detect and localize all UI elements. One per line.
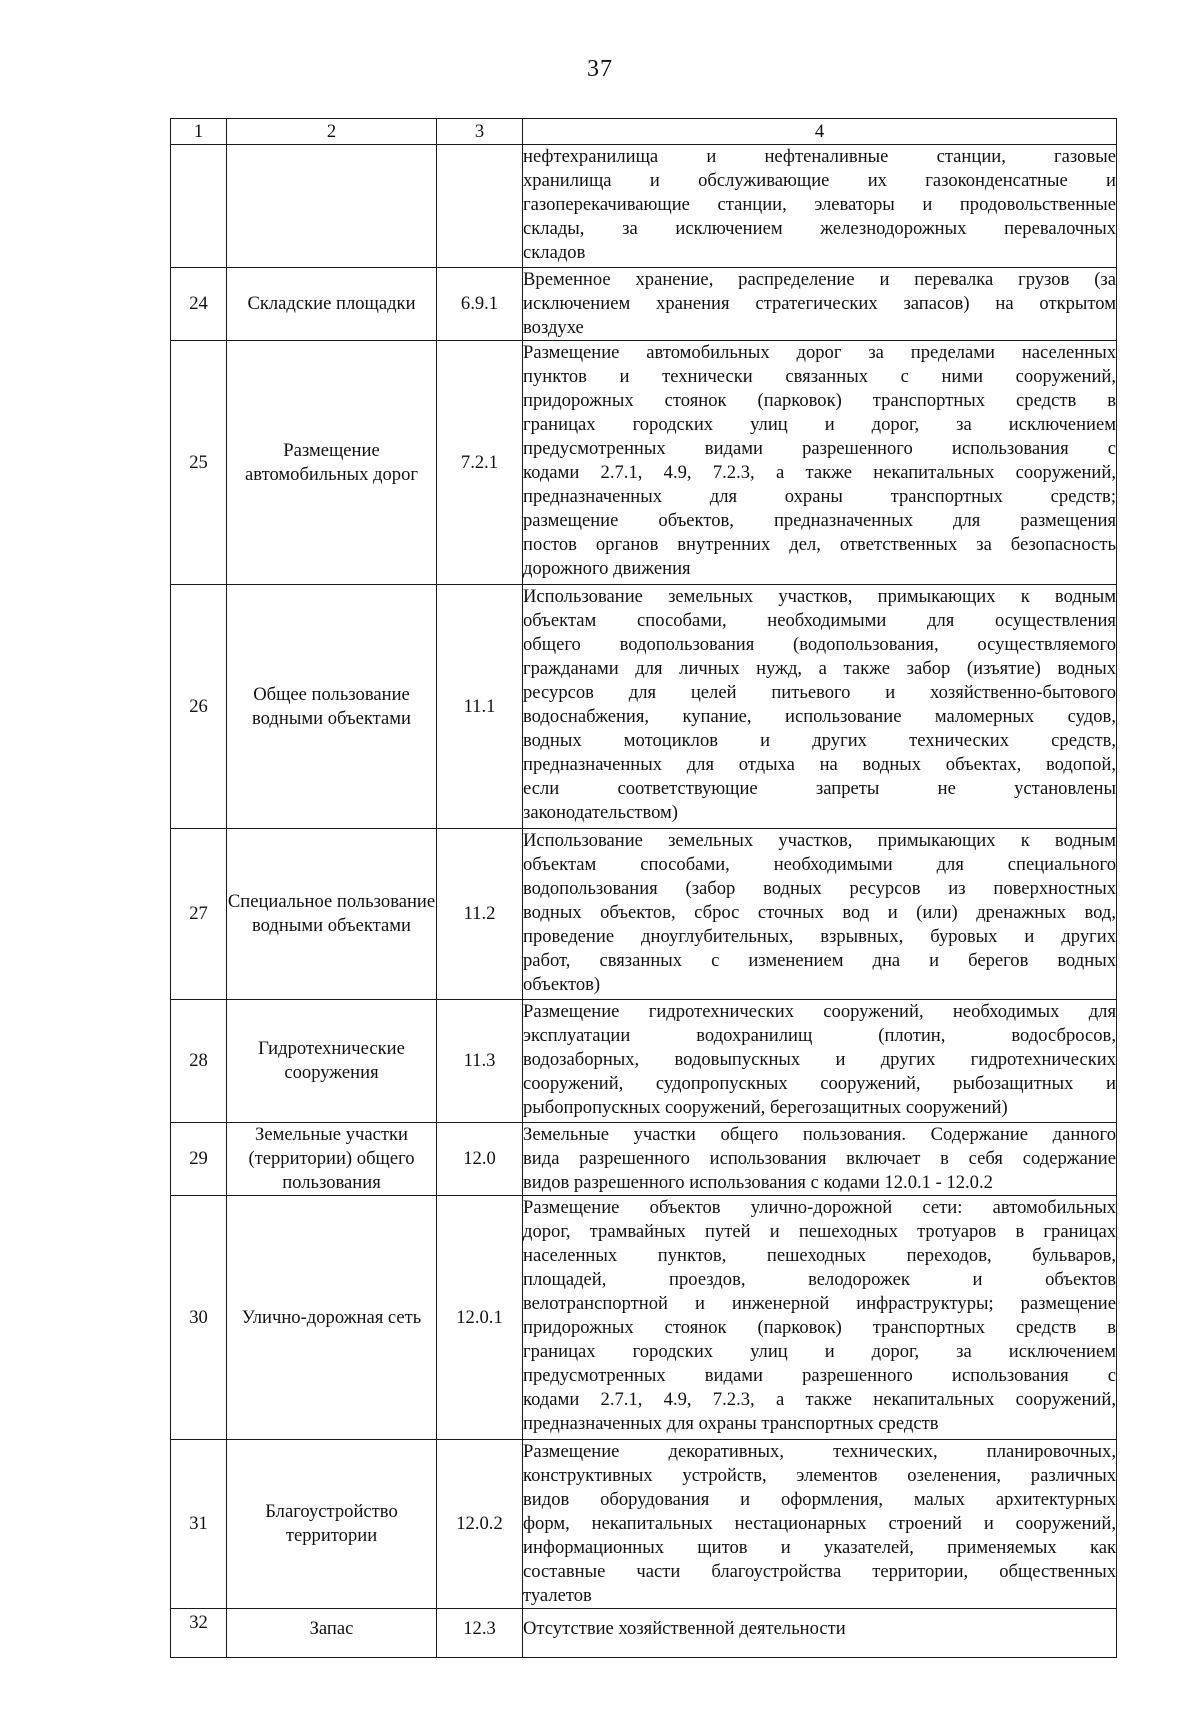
description-line: газоперекачивающие станции, элеваторы и продовольственные [523, 194, 1116, 215]
column-header: 2 [227, 119, 437, 145]
row-number-cell: 27 [171, 829, 227, 1000]
description-line: эксплуатации водохранилищ (плотин, водосбросов, [523, 1025, 1116, 1046]
description-line: Использование земельных участков, примыкающих к водным [523, 586, 1116, 607]
table-header-row [171, 119, 1117, 145]
row-description-cell [523, 341, 1117, 585]
description-line: водных объектов, сброс сточных вод и (или) дренажных вод, [523, 902, 1116, 923]
row-description-cell [523, 268, 1117, 341]
description-line: Размещение декоративных, технических, планировочных, [523, 1441, 1116, 1462]
description-line: дорожного движения [523, 558, 691, 579]
description-line: водных мотоциклов и других технических средств, [523, 730, 1116, 751]
description-line: водозаборных, водовыпускных и других гидротехнических [523, 1049, 1116, 1070]
row-number-cell: 30 [171, 1196, 227, 1440]
row-number-cell: 31 [171, 1440, 227, 1609]
description-line: постов органов внутренних дел, ответственных за безопасность [523, 534, 1116, 555]
description-line: сооружений, судопропускных сооружений, рыбозащитных и [523, 1073, 1116, 1094]
row-code-cell: 6.9.1 [437, 268, 523, 341]
table-row [171, 1123, 1117, 1196]
row-name-cell: Складские площадки [227, 268, 437, 341]
row-code-cell: 12.0.2 [437, 1440, 523, 1609]
row-code-cell: 12.0 [437, 1123, 523, 1196]
description-line: кодами 2.7.1, 4.9, 7.2.3, а также некапитальных сооружений, [523, 462, 1116, 483]
description-line: если соответствующие запреты не установлены [523, 778, 1116, 799]
row-description-cell [523, 1609, 1117, 1658]
description-line: воздухе [523, 317, 584, 338]
description-line: предназначенных для охраны транспортных средств [523, 1413, 939, 1434]
description-line: населенных пунктов, пешеходных переходов, бульваров, [523, 1245, 1116, 1266]
row-number-cell: 29 [171, 1123, 227, 1196]
column-header: 1 [171, 119, 227, 145]
column-header: 4 [523, 119, 1117, 145]
page-number: 37 [587, 56, 613, 82]
row-description-cell [523, 1440, 1117, 1609]
description-line: кодами 2.7.1, 4.9, 7.2.3, а также некапитальных сооружений, [523, 1389, 1116, 1410]
row-code-cell: 12.0.1 [437, 1196, 523, 1440]
description-line: составные части благоустройства территории, общественных [523, 1561, 1116, 1582]
row-description-cell [523, 1123, 1117, 1196]
row-name-cell: Благоустройство территории [227, 1440, 437, 1609]
description-line: предназначенных для отдыха на водных объектах, водопой, [523, 754, 1116, 775]
description-line: законодательством) [523, 802, 678, 823]
row-name-cell: Размещение автомобильных дорог [227, 341, 437, 585]
row-description-cell [523, 1196, 1117, 1440]
description-line: видов оборудования и оформления, малых архитектурных [523, 1489, 1116, 1510]
table-row [171, 268, 1117, 341]
row-name-cell: Специальное пользование водными объектами [227, 829, 437, 1000]
description-line: Размещение объектов улично-дорожной сети: автомобильных [523, 1197, 1116, 1218]
description-line: велотранспортной и инженерной инфраструктуры; размещение [523, 1293, 1116, 1314]
description-line: информационных щитов и указателей, применяемых как [523, 1537, 1116, 1558]
row-number-cell: 26 [171, 585, 227, 829]
description-line: вида разрешенного использования включает в себя содержание [523, 1148, 1116, 1169]
row-name-cell [227, 145, 437, 268]
description-line: складов [523, 242, 586, 263]
row-name-cell: Земельные участки (территории) общего пользования [227, 1123, 437, 1196]
row-code-cell: 12.3 [437, 1609, 523, 1658]
description-line: предусмотренных видами разрешенного использования с [523, 1365, 1116, 1386]
table-row-continuation [171, 145, 1117, 268]
description-line: водопользования (забор водных ресурсов из поверхностных [523, 878, 1116, 899]
row-code-cell: 11.1 [437, 585, 523, 829]
description-line: дорог, трамвайных путей и пешеходных тротуаров в границах [523, 1221, 1116, 1242]
description-line: придорожных стоянок (парковок) транспортных средств в [523, 390, 1116, 411]
description-line: нефтехранилища и нефтеналивные станции, газовые [523, 146, 1116, 167]
description-line: работ, связанных с изменением дна и берегов водных [523, 950, 1116, 971]
row-name-cell: Общее пользование водными объектами [227, 585, 437, 829]
description-line: пунктов и технически связанных с ними сооружений, [523, 366, 1116, 387]
description-line: Размещение гидротехнических сооружений, необходимых для [523, 1001, 1116, 1022]
row-number-cell [171, 145, 227, 268]
row-description-cell [523, 585, 1117, 829]
description-line: придорожных стоянок (парковок) транспортных средств в [523, 1317, 1116, 1338]
description-line: хранилища и обслуживающие их газоконденсатные и [523, 170, 1116, 191]
description-line: исключением хранения стратегических запасов) на открытом [523, 293, 1116, 314]
table-row [171, 829, 1117, 1000]
description-line: водоснабжения, купание, использование маломерных судов, [523, 706, 1116, 727]
row-name-cell: Гидротехнические сооружения [227, 1000, 437, 1123]
description-line: Использование земельных участков, примыкающих к водным [523, 830, 1116, 851]
description-line: ресурсов для целей питьевого и хозяйственно-бытового [523, 682, 1116, 703]
table-row [171, 1196, 1117, 1440]
row-number-cell: 28 [171, 1000, 227, 1123]
row-code-cell: 11.2 [437, 829, 523, 1000]
description-line: размещение объектов, предназначенных для размещения [523, 510, 1116, 531]
column-header: 3 [437, 119, 523, 145]
description-line: объектам способами, необходимыми для осуществления [523, 610, 1116, 631]
row-name-cell: Улично-дорожная сеть [227, 1196, 437, 1440]
land-use-table [170, 118, 1117, 1658]
description-line: границах городских улиц и дорог, за исключением [523, 414, 1116, 435]
description-line: предназначенных для охраны транспортных средств; [523, 486, 1116, 507]
description-line: предусмотренных видами разрешенного использования с [523, 438, 1116, 459]
description-line: рыбопропускных сооружений, берегозащитных сооружений) [523, 1097, 1008, 1118]
row-description-cell [523, 829, 1117, 1000]
row-code-cell [437, 145, 523, 268]
description-line: объектам способами, необходимыми для специального [523, 854, 1116, 875]
description-line: склады, за исключением железнодорожных перевалочных [523, 218, 1116, 239]
description-line: конструктивных устройств, элементов озеленения, различных [523, 1465, 1116, 1486]
row-number-cell: 25 [171, 341, 227, 585]
description-line: Отсутствие хозяйственной деятельности [523, 1618, 846, 1639]
description-line: объектов) [523, 974, 601, 995]
row-number-cell: 32 [171, 1609, 227, 1658]
description-line: форм, некапитальных нестационарных строений и сооружений, [523, 1513, 1116, 1534]
row-code-cell: 11.3 [437, 1000, 523, 1123]
row-description-cell [523, 145, 1117, 268]
description-line: площадей, проездов, велодорожек и объектов [523, 1269, 1116, 1290]
row-description-cell [523, 1000, 1117, 1123]
description-line: туалетов [523, 1585, 592, 1606]
row-code-cell: 7.2.1 [437, 341, 523, 585]
table-row [171, 585, 1117, 829]
description-line: общего водопользования (водопользования, осуществляемого [523, 634, 1116, 655]
description-line: границах городских улиц и дорог, за исключением [523, 1341, 1116, 1362]
row-name-cell: Запас [227, 1609, 437, 1658]
table-row [171, 341, 1117, 585]
description-line: Размещение автомобильных дорог за пределами населенных [523, 342, 1116, 363]
row-number-cell: 24 [171, 268, 227, 341]
description-line: гражданами для личных нужд, а также забор (изъятие) водных [523, 658, 1116, 679]
description-line: проведение дноуглубительных, взрывных, буровых и других [523, 926, 1116, 947]
table-row [171, 1440, 1117, 1609]
description-line: видов разрешенного использования с кодами 12.0.1 - 12.0.2 [523, 1172, 993, 1193]
description-line: Временное хранение, распределение и перевалка грузов (за [523, 269, 1116, 290]
table-row [171, 1000, 1117, 1123]
description-line: Земельные участки общего пользования. Содержание данного [523, 1124, 1116, 1145]
table-row [171, 1609, 1117, 1658]
